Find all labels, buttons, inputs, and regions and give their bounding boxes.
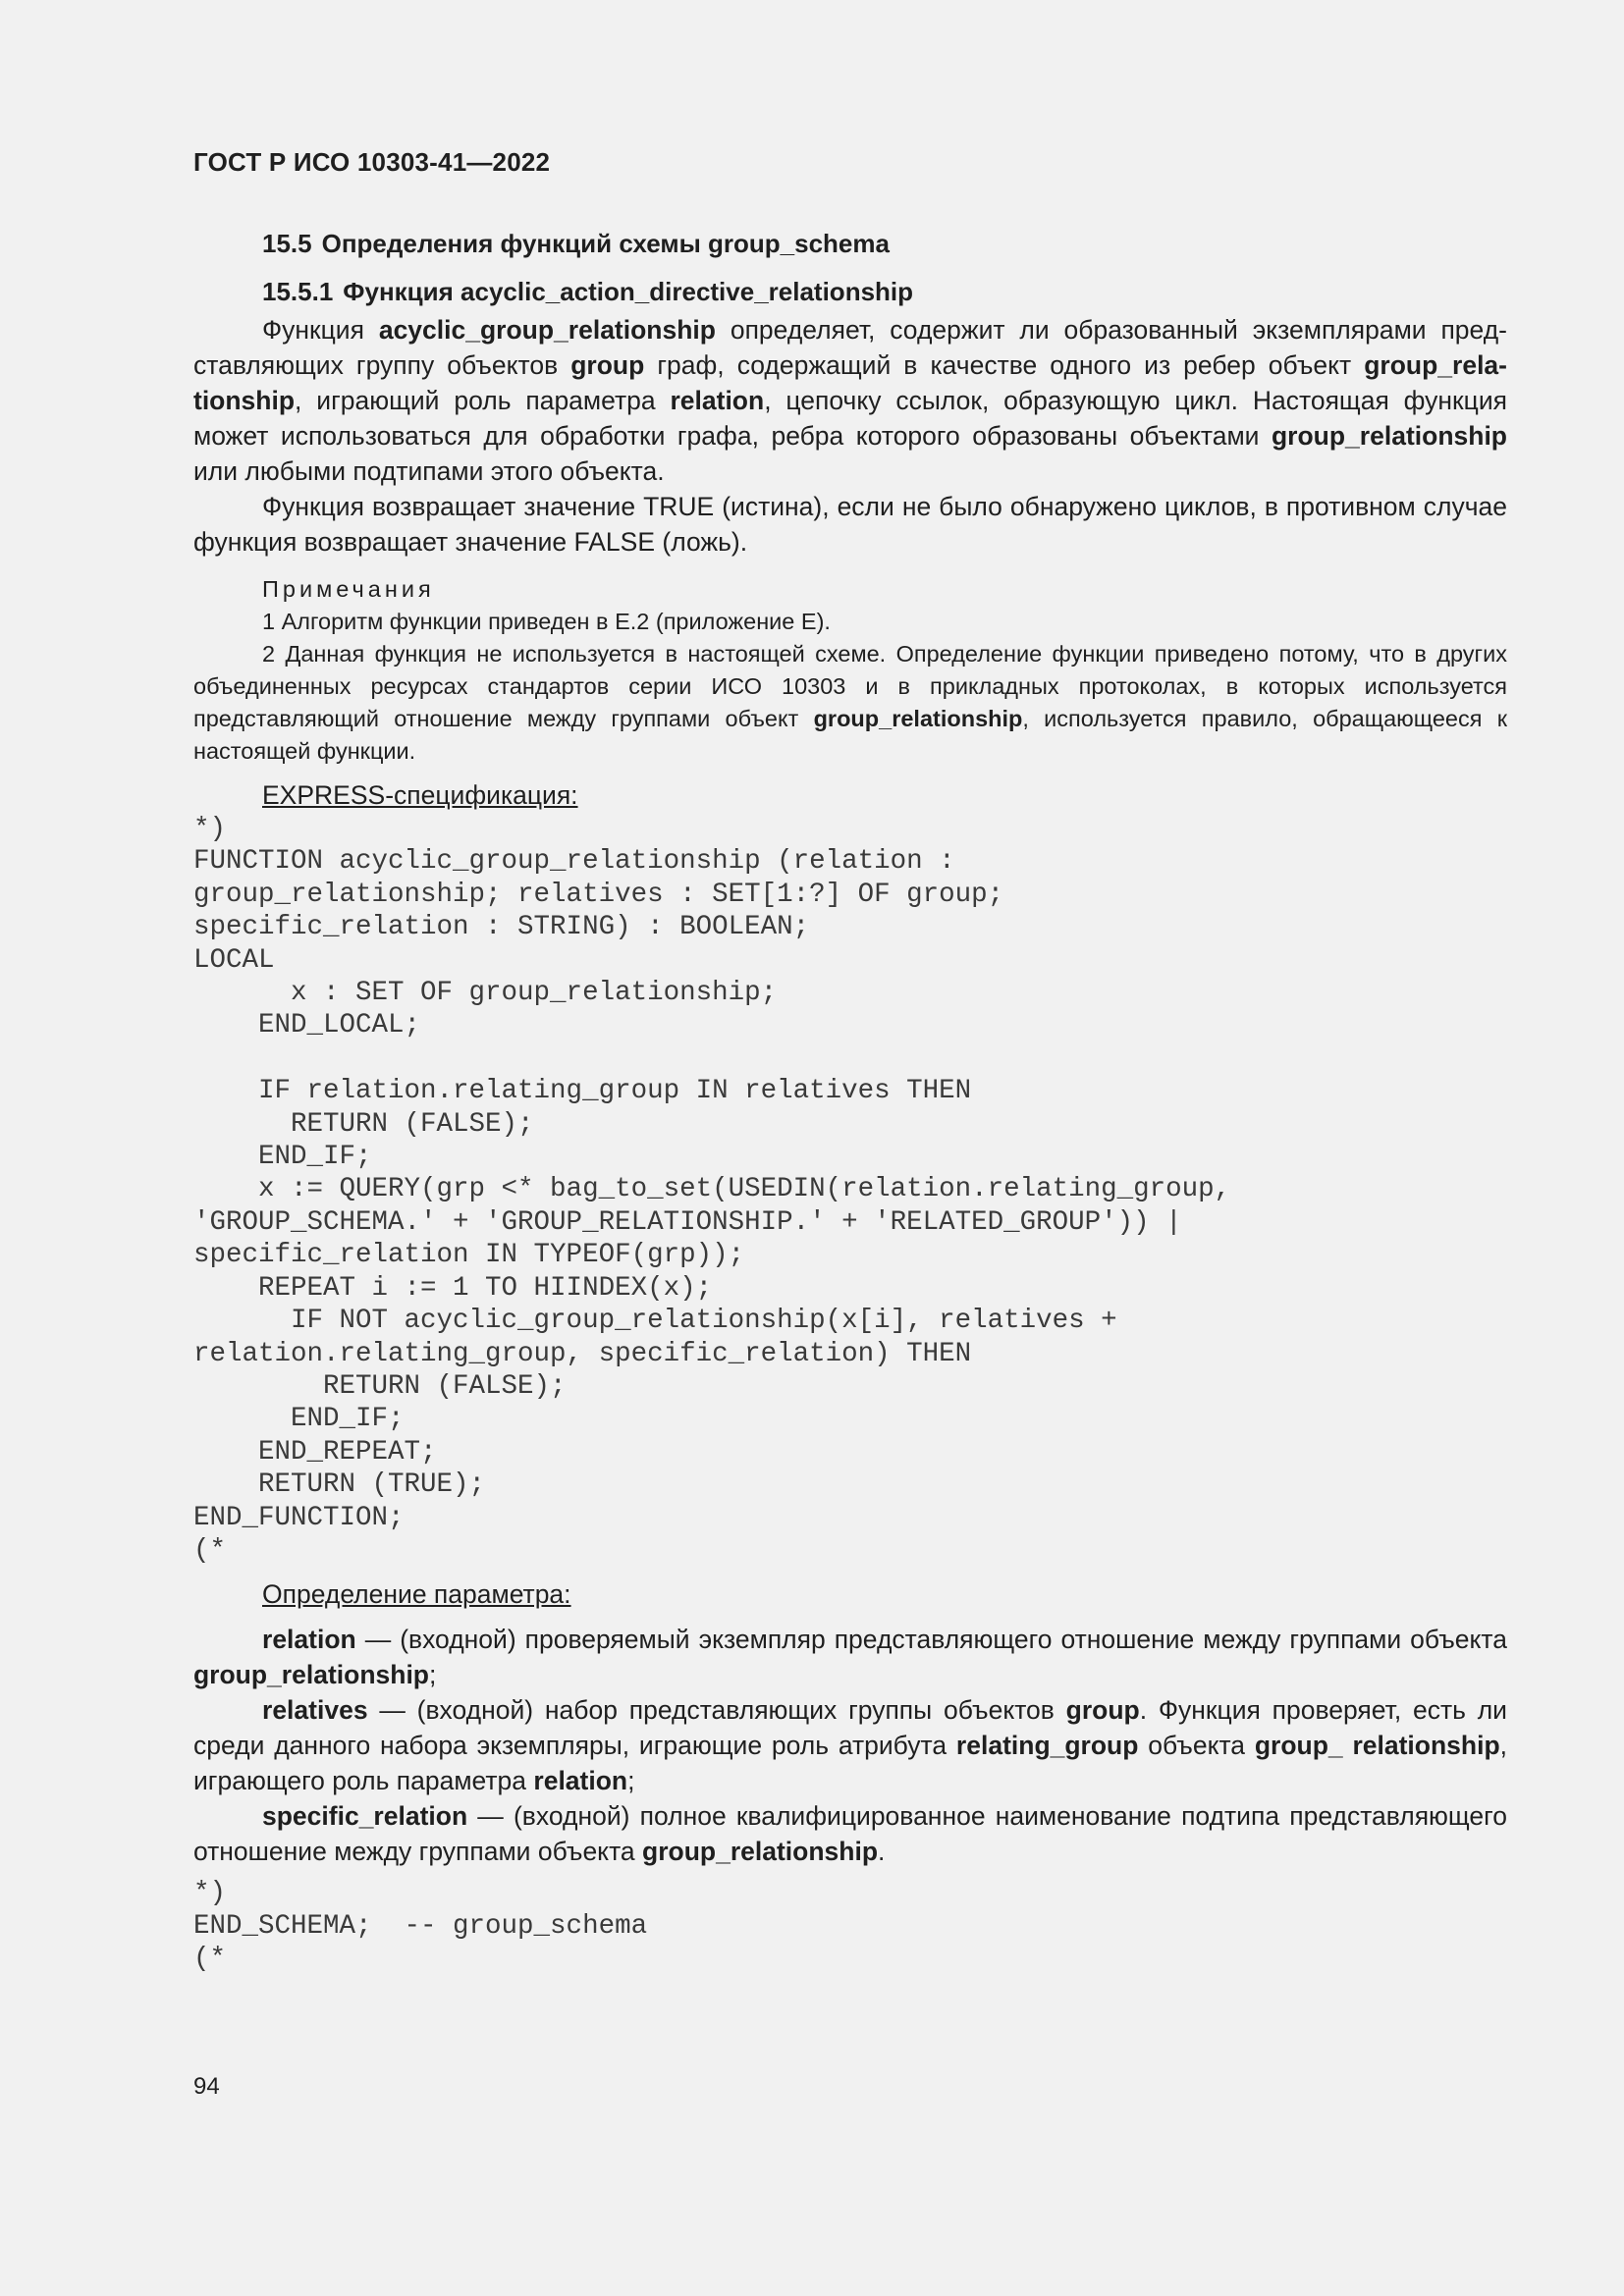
term: relation xyxy=(533,1766,628,1796)
subsection-heading xyxy=(262,271,1507,312)
text-run: — (входной) полное квалифицированное наименование подтипа представляющего отношение между группами объекта xyxy=(193,1801,1507,1867)
text-run: , играющий роль параметра xyxy=(295,386,671,415)
page-content xyxy=(193,222,1507,1976)
text-run: . Функция проверяет, есть ли среди данного набора экземпляры, играющие роль атрибута xyxy=(193,1695,1507,1761)
param-relation xyxy=(193,1622,1507,1692)
text-run: , играющего роль параметра xyxy=(193,1731,1508,1796)
param-specific-relation xyxy=(193,1798,1507,1869)
end-schema-code: *) END_SCHEMA; -- group_schema (* xyxy=(193,1878,648,1975)
text-run: — (входной) набор представляющих группы объектов xyxy=(367,1695,1066,1726)
text-run: объекта xyxy=(1138,1731,1255,1761)
text-run: — (входной) проверяемый экземпляр представляющего отношение между группами объекта xyxy=(355,1625,1507,1655)
term: relating_group xyxy=(955,1731,1139,1761)
text-run: 2 Данная функция не используется в настоящей схеме. Определение функции приведено потому, что в других объединенных ресурсах стандартов серии ИСО 10303 и в прикладных протоколах, в которых используется представляющий отношение между группами объект xyxy=(193,641,1507,731)
text-run: или любыми подтипами этого объекта. xyxy=(193,456,665,486)
text-run: граф, содержащий в качестве одного из ребер объект xyxy=(644,350,1365,380)
text-run: . xyxy=(878,1837,886,1867)
note-1: 1 Алгоритм функции приведен в Е.2 (приложение Е). xyxy=(262,609,831,634)
subsection-title: Функция acyclic_action_directive_relationship xyxy=(343,277,914,306)
text-run: , цепочку ссылок, образующую цикл. Настоящая функция может использоваться для обработки графа, ребра которого образованы объектами xyxy=(193,386,1507,451)
param-definitions xyxy=(193,1622,1507,1869)
express-label: EXPRESS-спецификация: xyxy=(262,780,578,810)
param-name: relatives xyxy=(262,1695,368,1726)
text-run: ; xyxy=(627,1766,635,1796)
param-relatives xyxy=(193,1692,1507,1798)
term: group xyxy=(570,350,645,380)
term: group_relationship xyxy=(193,1660,429,1690)
notes-block xyxy=(193,573,1507,768)
subsection-number: 15.5.1 xyxy=(262,277,334,306)
section-heading xyxy=(262,222,1507,265)
intro-paragraph-1 xyxy=(193,312,1507,489)
term: group_relationship xyxy=(813,706,1023,731)
text-run: Функция xyxy=(262,315,379,345)
section-title: Определения функций схемы group_schema xyxy=(321,229,890,258)
note-2 xyxy=(193,638,1507,768)
term: group_relationship xyxy=(193,350,1507,415)
term: relation xyxy=(670,386,765,415)
text-run: ; xyxy=(429,1660,437,1690)
intro-paragraph-2: Функция возвращает значение TRUE (истина), если не было обнаружено циклов, в противном случае функция возвращает значение FALSE (ложь). xyxy=(193,492,1507,557)
text-run: , используется правило, обращающееся к настоящей функции. xyxy=(193,706,1507,764)
term: group_relationship xyxy=(1272,421,1507,451)
document-header: ГОСТ Р ИСО 10303-41—2022 xyxy=(193,147,551,177)
express-code: *) FUNCTION acyclic_group_relationship (relation : group_relationship; relatives : SET[1:?] OF group; specific_relation : STRING) : BOOLEAN; LOCAL x : SET OF group_relationship; END_LOCAL; IF relation.relating_group IN relatives THEN RETURN (FALSE); END_IF; x := QUERY(grp <* bag_to_set(USEDIN(relation.relating_group, 'GROUP_SCHEMA.' + 'GROUP_RELATIONSHIP.' + 'RELATED_GROUP')) | specific_relation IN TYPEOF(grp)); REPEAT i := 1 TO HIINDEX(x); IF NOT acyclic_group_relationship(x[i], relatives + relation.relating_group, specific_relation) THEN RETURN (FALSE); END_IF; END_REPEAT; RETURN (TRUE); END_FUNCTION; (* xyxy=(193,814,1231,1566)
term: group_relationship xyxy=(642,1837,879,1867)
param-name: relation xyxy=(262,1625,356,1655)
term: acyclic_group_relationship xyxy=(378,315,716,345)
term: group_ relationship xyxy=(1254,1731,1500,1761)
text-run: определяет, содержит ли образованный экземплярами представляющих группу объектов xyxy=(193,315,1507,380)
param-name: specific_relation xyxy=(262,1801,468,1832)
page-number: 94 xyxy=(193,2073,220,2100)
section-number: 15.5 xyxy=(262,229,312,258)
term: group xyxy=(1065,1695,1140,1726)
notes-title: Примечания xyxy=(262,576,435,602)
params-label: Определение параметра: xyxy=(262,1579,571,1610)
